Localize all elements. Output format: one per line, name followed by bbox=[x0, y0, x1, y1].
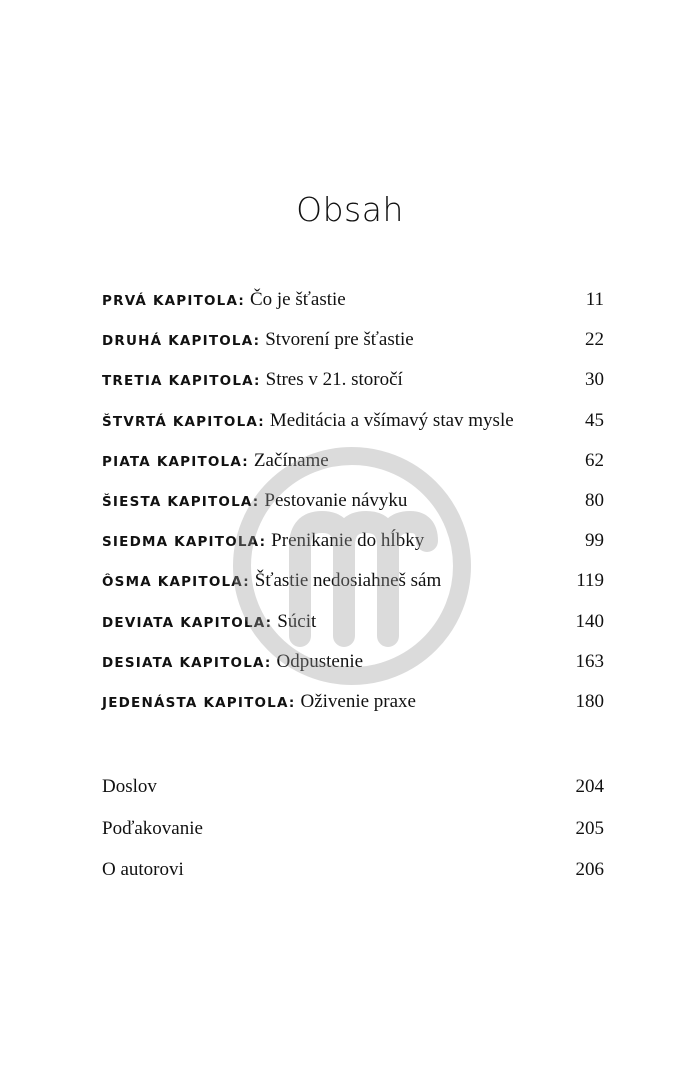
chapter-label: PRVÁ KAPITOLA: bbox=[102, 293, 245, 309]
toc-row-o-autorovi bbox=[102, 859, 604, 901]
chapter-label: SIEDMA KAPITOLA: bbox=[102, 534, 267, 551]
page-number: 99 bbox=[585, 530, 604, 552]
page-number: 119 bbox=[576, 570, 604, 592]
chapter-label: DESIATA KAPITOLA: bbox=[102, 654, 272, 671]
page-number: 140 bbox=[575, 610, 604, 632]
chapter-title: Šťastie nedosiahneš sám bbox=[254, 570, 442, 592]
chapter-title: Meditácia a všímavý stav mysle bbox=[269, 409, 514, 431]
chapter-title: Začíname bbox=[253, 449, 329, 471]
page-number: 45 bbox=[585, 409, 604, 431]
toc-row-chapter-2 bbox=[102, 329, 604, 369]
toc-row-chapter-1 bbox=[102, 289, 604, 329]
chapter-label: DRUHÁ KAPITOLA: bbox=[102, 333, 261, 350]
chapter-label: JEDENÁSTA KAPITOLA: bbox=[102, 694, 296, 711]
toc-entry bbox=[102, 611, 316, 633]
page-number: 30 bbox=[585, 369, 604, 391]
page-number: 11 bbox=[585, 289, 604, 310]
page-number: 205 bbox=[575, 817, 604, 839]
chapter-label: ŠTVRTÁ KAPITOLA: bbox=[102, 413, 265, 430]
back-matter-title: Poďakovanie bbox=[102, 817, 203, 839]
toc-entry bbox=[102, 530, 424, 552]
toc-entry bbox=[102, 410, 514, 432]
page-number: 204 bbox=[575, 776, 604, 797]
chapter-title: Stvorení pre šťastie bbox=[265, 329, 414, 351]
back-matter-list bbox=[102, 776, 604, 901]
page-number: 80 bbox=[585, 489, 604, 511]
toc-row-doslov bbox=[102, 776, 604, 818]
toc-row-chapter-11 bbox=[102, 691, 604, 731]
chapter-title: Súcit bbox=[277, 610, 317, 632]
toc-entry bbox=[102, 329, 414, 351]
chapter-list bbox=[102, 289, 604, 731]
toc-entry bbox=[102, 450, 329, 472]
chapter-label: DEVIATA KAPITOLA: bbox=[102, 614, 273, 631]
toc-entry bbox=[102, 651, 363, 673]
chapter-label: TRETIA KAPITOLA: bbox=[102, 373, 261, 390]
toc-entry bbox=[102, 691, 416, 713]
toc-entry bbox=[102, 369, 403, 391]
chapter-title: Odpustenie bbox=[276, 650, 364, 672]
chapter-label: ŠIESTA KAPITOLA: bbox=[102, 493, 260, 510]
toc-entry bbox=[102, 490, 407, 512]
toc-entry bbox=[102, 289, 346, 311]
chapter-label: ÔSMA KAPITOLA: bbox=[102, 574, 250, 591]
toc-row-podakovanie bbox=[102, 818, 604, 860]
chapter-title: Oživenie praxe bbox=[300, 690, 416, 712]
chapter-title: Pestovanie návyku bbox=[264, 489, 408, 511]
toc-row-chapter-9 bbox=[102, 611, 604, 651]
toc-row-chapter-4 bbox=[102, 410, 604, 450]
toc-row-chapter-7 bbox=[102, 530, 604, 570]
chapter-title: Čo je šťastie bbox=[249, 289, 346, 310]
page-number: 62 bbox=[585, 449, 604, 471]
toc-row-chapter-10 bbox=[102, 651, 604, 691]
toc-row-chapter-6 bbox=[102, 490, 604, 530]
page-number: 163 bbox=[575, 650, 604, 672]
back-matter-title: Doslov bbox=[102, 776, 157, 797]
toc-row-chapter-8 bbox=[102, 570, 604, 610]
toc-row-chapter-3 bbox=[102, 369, 604, 409]
chapter-label: PIATA KAPITOLA: bbox=[102, 453, 249, 470]
page-number: 206 bbox=[575, 859, 604, 880]
toc-row-chapter-5 bbox=[102, 450, 604, 490]
page-title: Obsah bbox=[296, 190, 404, 229]
page-number: 180 bbox=[575, 690, 604, 712]
page-number: 22 bbox=[585, 329, 604, 351]
back-matter-title: O autorovi bbox=[102, 859, 184, 880]
toc-entry bbox=[102, 570, 441, 592]
chapter-title: Prenikanie do hĺbky bbox=[271, 530, 425, 552]
chapter-title: Stres v 21. storočí bbox=[265, 369, 403, 391]
